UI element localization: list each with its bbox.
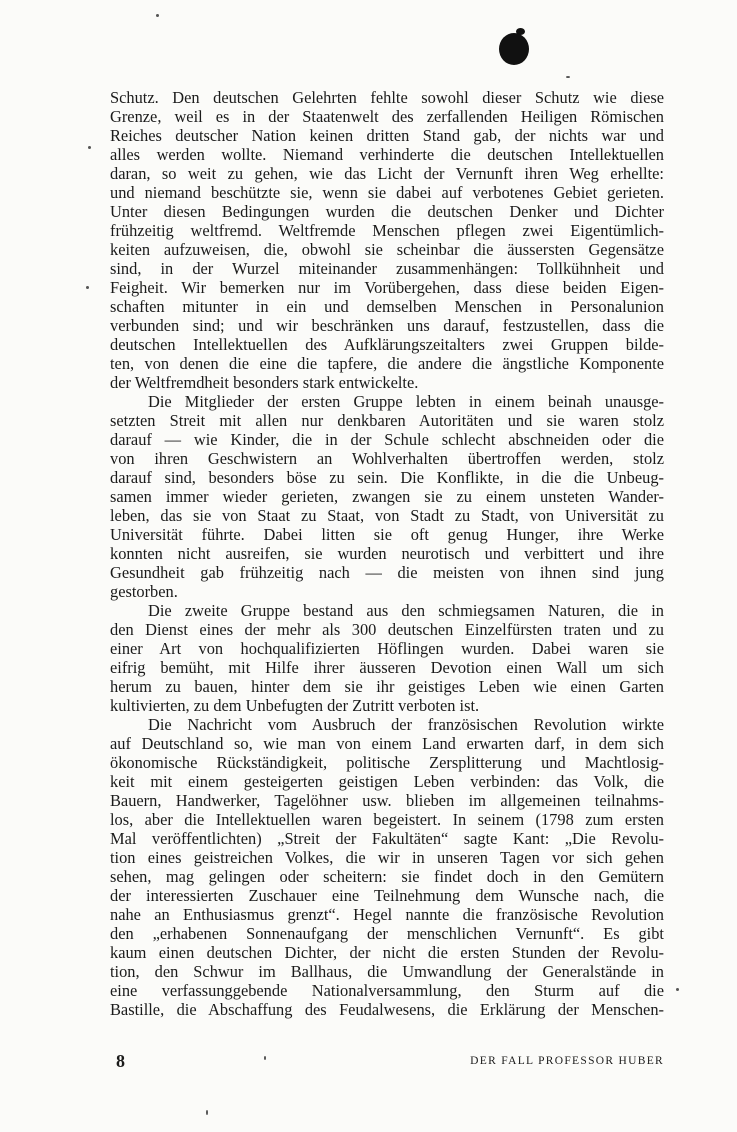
text-line: der interessierten Zuschauer eine Teilnehmung dem Wunsche nach, die [110,886,664,905]
text-line: kaum einen deutschen Dichter, der nicht die ersten Stunden der Revolu- [110,943,664,962]
text-line: Reiches deutscher Nation keinen dritten Stand gab, der nichts war und [110,126,664,145]
paper-speck [566,76,570,78]
text-line: auf Deutschland so, wie man von einem Land erwarten darf, in dem sich [110,734,664,753]
text-line: tion eines geistreichen Volkes, die wir in unseren Tagen vor sich gehen [110,848,664,867]
text-line: konnten nicht ausreifen, sie wurden neurotisch und verbittert und ihre [110,544,664,563]
text-line: nahe an Enthusiasmus grenzt“. Hegel nannte die französische Revolution [110,905,664,924]
text-line: Mal veröffentlichten) „Streit der Fakultäten“ sagte Kant: „Die Revolu- [110,829,664,848]
ink-blot-mark [499,33,529,65]
text-line: darauf sind, besonders böse zu sein. Die Konflikte, in die die Unbeug- [110,468,664,487]
text-line: der Weltfremdheit besonders stark entwickelte. [110,373,419,392]
body-text [110,88,664,1019]
text-line: Schutz. Den deutschen Gelehrten fehlte sowohl dieser Schutz wie diese [110,88,664,107]
text-line: keiten aufzuweisen, die, obwohl sie scheinbar die äussersten Gegensätze [110,240,664,259]
text-line: den Dienst eines der mehr als 300 deutschen Einzelfürsten traten und zu [110,620,664,639]
text-line: sehen, mag gelingen oder scheitern: sie findet doch in den Gemütern [110,867,664,886]
text-line: eifrig bemüht, mit Hilfe ihrer äusseren Devotion einen Wall um sich [110,658,664,677]
text-line: Die Nachricht vom Ausbruch der französischen Revolution wirkte [148,715,664,734]
text-line: verbunden sind; und wir beschränken uns darauf, festzustellen, dass die [110,316,664,335]
text-line: und niemand beschützte sie, wenn sie dabei auf verbotenes Gebiet gerieten. [110,183,664,202]
paper-speck [206,1110,208,1115]
text-line: herum zu bauen, hinter dem sie ihr geistiges Leben wie einen Garten [110,677,664,696]
text-line: Grenze, weil es in der Staatenwelt des zerfallenden Heiligen Römischen [110,107,664,126]
text-line: Die zweite Gruppe bestand aus den schmiegsamen Naturen, die in [148,601,664,620]
paper-speck [156,14,159,17]
text-line: Gesundheit gab frühzeitig nach — die meisten von ihnen sind jung [110,563,664,582]
text-line: von ihren Geschwistern an Wohlverhalten übertroffen werden, stolz [110,449,664,468]
paper-speck [86,286,89,289]
text-line: Universität führte. Dabei litten sie oft genug Hunger, ihre Werke [110,525,664,544]
text-line: keit mit einem gesteigerten geistigen Leben verbinden: das Volk, die [110,772,664,791]
text-line: Die Mitglieder der ersten Gruppe lebten in einem beinah unausge- [148,392,664,411]
text-line: Bauern, Handwerker, Tagelöhner usw. blieben im allgemeinen teilnahms- [110,791,664,810]
text-line: darauf — wie Kinder, die in der Schule schlecht abschneiden oder die [110,430,664,449]
text-line: deutschen Intellektuellen des Aufklärungszeitalters zwei Gruppen bilde- [110,335,664,354]
text-line: schaften mitunter in ein und demselben Menschen in Personalunion [110,297,664,316]
text-line: kultivierten, zu dem Unbefugten der Zutritt verboten ist. [110,696,480,715]
text-line: gestorben. [110,582,178,601]
text-line: ten, von denen die eine die tapfere, die andere die ängstliche Komponente [110,354,664,373]
text-line: leben, das sie von Staat zu Staat, von Stadt zu Stadt, von Universität zu [110,506,664,525]
text-line: Bastille, die Abschaffung des Feudalwesens, die Erklärung der Menschen- [110,1000,664,1019]
paper-speck [676,988,679,991]
text-line: los, aber die Intellektuellen waren begeistert. In seinem (1798 zum ersten [110,810,664,829]
text-line: daran, so weit zu gehen, wie das Licht der Vernunft ihren Weg erhellte: [110,164,664,183]
text-line: eine verfassunggebende Nationalversammlung, den Sturm auf die [110,981,664,1000]
text-line: samen immer wieder gerieten, zwangen sie zu einem unsteten Wander- [110,487,664,506]
running-title: DER FALL PROFESSOR HUBER [470,1055,664,1067]
page-number: 8 [116,1051,125,1071]
text-line: frühzeitig weltfremd. Weltfremde Menschen pflegen zwei Eigentümlich- [110,221,664,240]
paper-speck [264,1056,266,1060]
paper-speck [88,146,91,149]
text-line: ökonomische Rückständigkeit, politische Zersplitterung und Machtlosig- [110,753,664,772]
text-line: einer Art von hochqualifizierten Höflingen wurden. Dabei waren sie [110,639,664,658]
text-line: Unter diesen Bedingungen wurden die deutschen Denker und Dichter [110,202,664,221]
text-line: alles werden wollte. Niemand verhinderte die deutschen Intellektuellen [110,145,664,164]
text-line: den „erhabenen Sonnenaufgang der menschlichen Vernunft“. Es gibt [110,924,664,943]
text-line: Feigheit. Wir bemerken nur im Vorübergehen, dass diese beiden Eigen- [110,278,664,297]
text-line: tion, den Schwur im Ballhaus, die Umwandlung der Generalstände in [110,962,664,981]
text-line: sind, in der Wurzel miteinander zusammenhängen: Tollkühnheit und [110,259,664,278]
text-line: setzten Streit mit allen nur denkbaren Autoritäten und sie waren stolz [110,411,664,430]
